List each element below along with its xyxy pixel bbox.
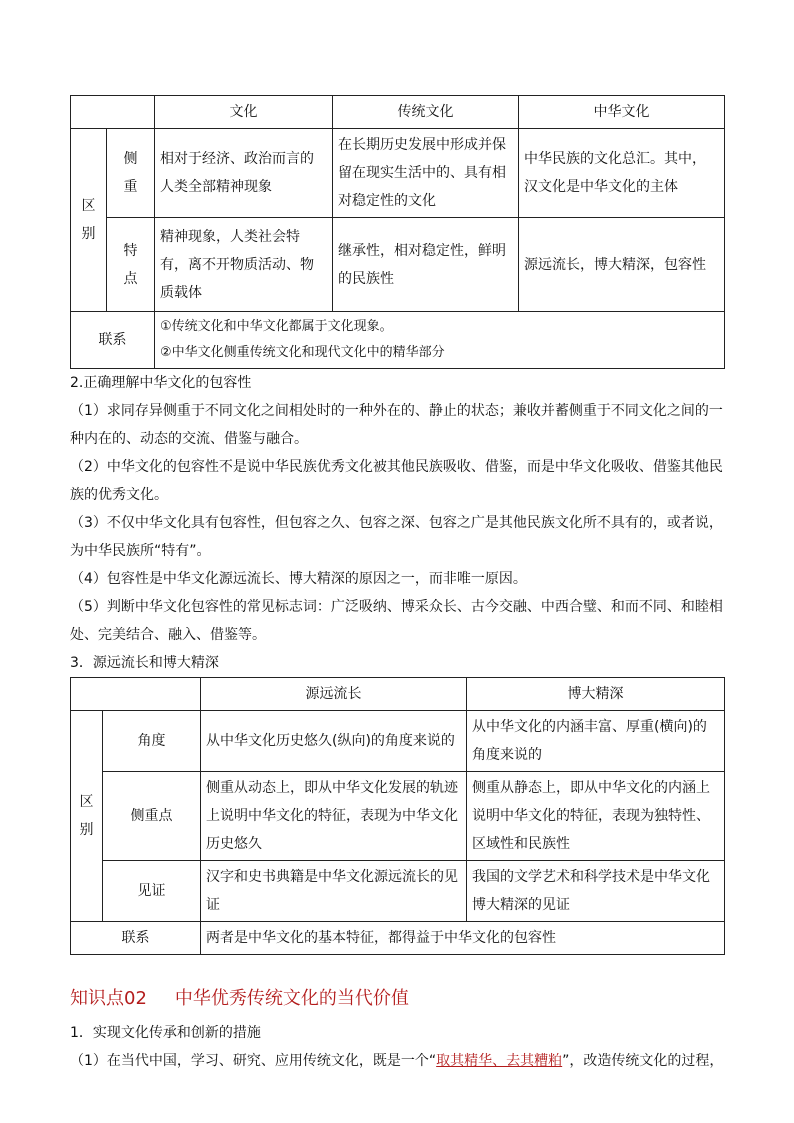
paragraph-suffix: ”，改造传统文化的过程， (562, 1053, 724, 1069)
table-header-cell: 文化 (155, 96, 333, 129)
paragraph: （4）包容性是中华文化源远流长、博大精深的原因之一，而非唯一原因。 (70, 571, 527, 587)
link-content-cell: 两者是中华文化的基本特征，都得益于中华文化的包容性 (201, 922, 725, 955)
table-cell: 侧重从静态上，即从中华文化的内涵上说明中华文化的特征，表现为独特性、区域性和民族性 (467, 772, 725, 861)
group-label-char: 区 (81, 198, 96, 214)
table-row (71, 711, 725, 772)
table-header-cell: 博大精深 (467, 678, 725, 711)
group-label-cell (71, 711, 103, 922)
paragraph: （2）中华文化的包容性不是说中华民族优秀文化被其他民族吸收、借鉴，而是中华文化吸收、借鉴其他民族的优秀文化。 (70, 459, 723, 503)
table-cell: 侧重从动态上，即从中华文化发展的轨迹上说明中华文化的特征，表现为中华文化历史悠久 (201, 772, 467, 861)
link-label-cell: 联系 (71, 312, 155, 369)
link-content-cell (155, 312, 725, 369)
table-row (71, 772, 725, 861)
paragraph: （1）求同存异侧重于不同文化之间相处时的一种外在的、静止的状态；兼收并蓄侧重于不同文化之间的一种内在的、动态的交流、借鉴与融合。 (70, 403, 723, 447)
culture-comparison-table (70, 95, 725, 369)
row-label-cell: 角度 (103, 711, 201, 772)
link-line: ①传统文化和中华文化都属于文化现象。 (160, 319, 393, 334)
table-row (71, 218, 725, 312)
group-label-char: 区 (79, 794, 94, 810)
table-cell: 精神现象，人类社会特有，离不开物质活动、物质载体 (155, 218, 333, 312)
section-title: 3．源远流长和博大精深 (70, 655, 219, 671)
link-line: ②中华文化侧重传统文化和现代文化中的精华部分 (160, 345, 445, 360)
group-label-char: 别 (79, 822, 94, 838)
group-label-cell (71, 129, 107, 312)
paragraph: （5）判断中华文化包容性的常见标志词：广泛吸纳、博采众长、古今交融、中西合璧、和而不同、和睦相处、完美结合、融入、借鉴等。 (70, 599, 723, 643)
knowledge-point-title: 中华优秀传统文化的当代价值 (174, 988, 409, 1009)
document-page (70, 95, 724, 1075)
paragraph: （3）不仅中华文化具有包容性，但包容之久、包容之深、包容之广是其他民族文化所不具有的，或者说，为中华民族所“特有”。 (70, 515, 723, 559)
link-label-cell: 联系 (71, 922, 201, 955)
table-header-cell: 中华文化 (519, 96, 725, 129)
paragraph-prefix: （1）在当代中国，学习、研究、应用传统文化，既是一个“ (70, 1053, 437, 1069)
table-cell: 汉字和史书典籍是中华文化源远流长的见证 (201, 861, 467, 922)
table-cell: 从中华文化历史悠久(纵向)的角度来说的 (201, 711, 467, 772)
group-label-char: 别 (81, 226, 96, 242)
table-cell: 我国的文学艺术和科学技术是中华文化博大精深的见证 (467, 861, 725, 922)
table-cell: 源远流长，博大精深，包容性 (519, 218, 725, 312)
row-label-cell: 见证 (103, 861, 201, 922)
table-row (71, 861, 725, 922)
table-row (71, 129, 725, 218)
row-label-char: 侧 (123, 151, 138, 167)
paragraph (70, 1047, 724, 1075)
table-row (71, 922, 725, 955)
row-label-char: 特 (123, 242, 138, 259)
row-label-char: 点 (123, 270, 138, 287)
row-label-char: 重 (123, 179, 138, 195)
table-header-row (71, 678, 725, 711)
section-title: 2.正确理解中华文化的包容性 (70, 375, 252, 391)
table-cell: 在长期历史发展中形成并保留在现实生活中的、具有相对稳定性的文化 (333, 129, 519, 218)
origin-depth-table (70, 677, 725, 955)
table-cell: 相对于经济、政治而言的人类全部精神现象 (155, 129, 333, 218)
knowledge-point-heading (70, 985, 724, 1013)
knowledge-point-code: 知识点02 (70, 988, 147, 1009)
row-label-cell (107, 218, 155, 312)
row-label-cell: 侧重点 (103, 772, 201, 861)
table-row (71, 312, 725, 369)
row-label-cell (107, 129, 155, 218)
section-title: 1．实现文化传承和创新的措施 (70, 1025, 261, 1041)
table-header-row (71, 96, 725, 129)
table-cell: 中华民族的文化总汇。其中，汉文化是中华文化的主体 (519, 129, 725, 218)
highlighted-phrase: 取其精华、去其糟粕 (436, 1053, 563, 1069)
table-corner-cell (71, 96, 155, 129)
table-corner-cell (71, 678, 201, 711)
table-header-cell: 源远流长 (201, 678, 467, 711)
table-cell: 继承性，相对稳定性，鲜明的民族性 (333, 218, 519, 312)
table-header-cell: 传统文化 (333, 96, 519, 129)
table-cell: 从中华文化的内涵丰富、厚重(横向)的角度来说的 (467, 711, 725, 772)
